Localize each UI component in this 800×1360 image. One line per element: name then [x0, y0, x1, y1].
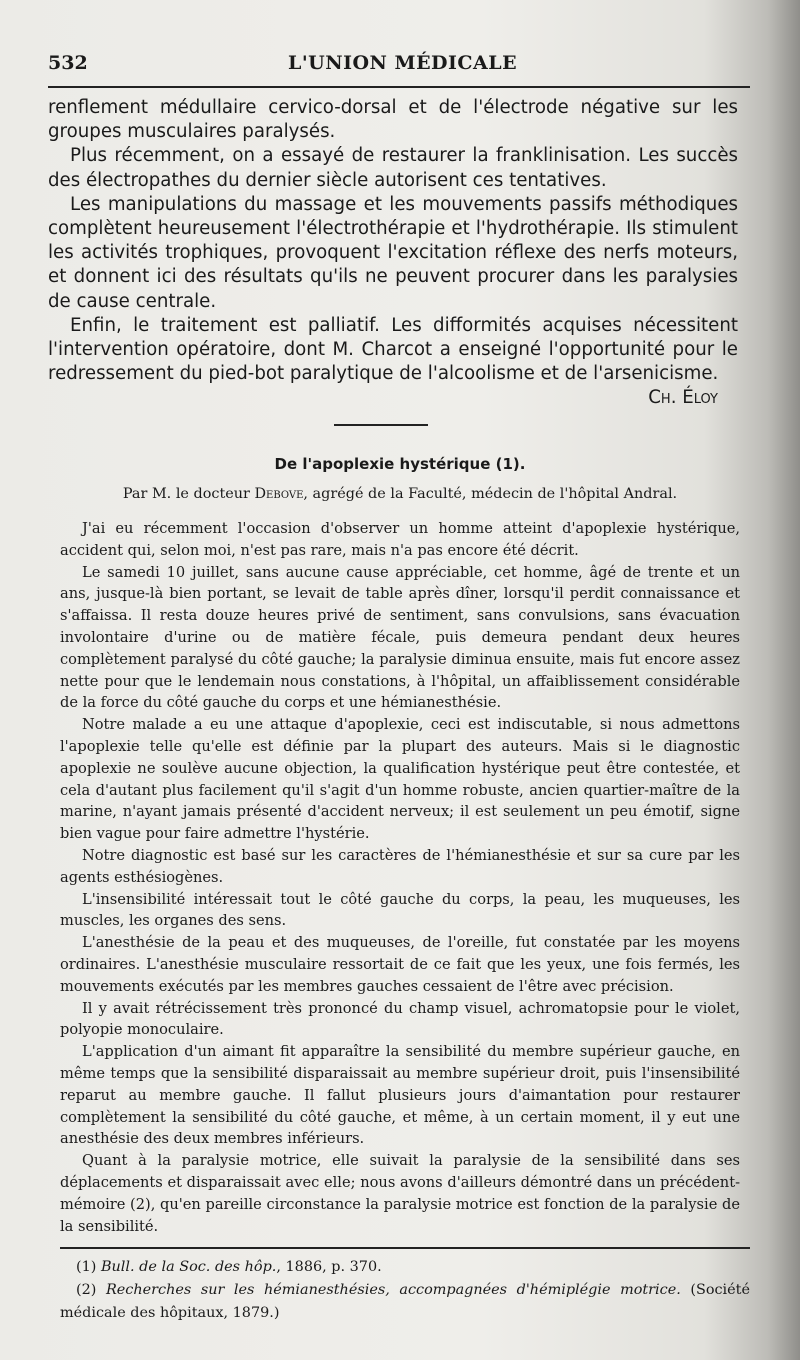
- footnote-2: (2) Recherches sur les hémianesthésies, accompagnées d'hémiplégie motrice. (Société médicale des hôpitaux, 1879.): [60, 1282, 750, 1321]
- paragraph: J'ai eu récemment l'occasion d'observer un homme atteint d'apoplexie hystérique, accident qui, selon moi, n'est pas rare, mais n'a pas encore été décrit.: [60, 520, 740, 559]
- paragraph: L'application d'un aimant fit apparaître la sensibilité du membre supérieur gauche, en même temps que la sensibilité disparaissait au membre supérieur droit, puis l'insensibilité reparut au membre gauche. Il fallut plusieurs jours d'aimantation pour restaurer complètement la sensibilité du côté gauche, et même, à un certain moment, il y eut une anesthésie des deux membres inférieurs.: [60, 1043, 740, 1148]
- paragraph: Quant à la paralysie motrice, elle suivait la paralysie de la sensibilité dans ses déplacements et disparaissait avec elle; nous avons d'ailleurs démontré dans un précédent-mémoire (2), qu'en pareille circonstance la paralysie motrice est fonction de la paralysie de la sensibilité.: [60, 1152, 740, 1235]
- paragraph: Le samedi 10 juillet, sans aucune cause appréciable, cet homme, âgé de trente et un ans, jusque-là bien portant, se levait de table après dîner, lorsqu'il perdit connaissance et s'affaissa. Il resta douze heures privé de sentiment, sans convulsions, sans évacuation involontaire d'urine ou de matière fécale, puis demeura pendant deux heures complètement paralysé du côté gauche; la paralysie diminua ensuite, mais fut encore assez nette pour que le lendemain nous constations, à l'hôpital, un affaiblissement considérable de la force du côté gauche du corps et une hémianesthésie.: [60, 563, 740, 712]
- article-body: [60, 518, 740, 1237]
- article-title: De l'apoplexie hystérique (1).: [274, 455, 526, 473]
- article-byline: Par M. le docteur Debove, agrégé de la Faculté, médecin de l'hôpital Andral.: [122, 486, 678, 502]
- author-name: Debove: [254, 486, 304, 502]
- paragraph: Il y avait rétrécissement très prononcé du champ visuel, achromatopsie pour le violet, polyopie monoculaire.: [60, 999, 740, 1039]
- header-rule: [48, 86, 750, 88]
- running-header: [48, 52, 748, 80]
- footnote-rule: [60, 1247, 750, 1249]
- page-number: 532: [48, 52, 88, 74]
- author-signature: Ch. Éloy: [648, 387, 718, 409]
- paragraph: Notre diagnostic est basé sur les caractères de l'hémianesthésie et sur sa cure par les agents esthésiogènes.: [60, 846, 740, 886]
- paragraph: renflement médullaire cervico-dorsal et de l'électrode négative sur les groupes musculaires paralysés.: [48, 97, 738, 143]
- first-article-body: [48, 96, 738, 411]
- paragraph: L'anesthésie de la peau et des muqueuses, de l'oreille, fut constatée par les moyens ordinaires. L'anesthésie musculaire ressortait de ce fait que les yeux, une fois fermés, les mouvements exécutés par les membres gauches cessaient de l'être avec précision.: [60, 934, 740, 995]
- section-divider: [334, 424, 428, 426]
- paragraph: Notre malade a eu une attaque d'apoplexie, ceci est indiscutable, si nous admettons l'apoplexie telle qu'elle est définie par la plupart des auteurs. Mais si le diagnostic apoplexie ne soulève aucune objection, la qualification hystérique peut être contestée, et cela d'autant plus facilement qu'il s'agit d'un homme robuste, ancien quartier-maître de la marine, n'ayant jamais présenté d'accident nerveux; il est seulement un peu émotif, signe bien vague pour faire admettre l'hystérie.: [60, 716, 740, 843]
- paragraph: Enfin, le traitement est palliatif. Les difformités acquises nécessitent l'intervention opératoire, dont M. Charcot a enseigné l'opportunité pour le redressement du pied-bot paralytique de l'alcoolisme et de l'arsenicisme.: [48, 314, 738, 385]
- paragraph: Les manipulations du massage et les mouvements passifs méthodiques complètent heureusement l'électrothérapie et l'hydrothérapie. Ils stimulent les activités trophiques, provoquent l'excitation réflexe des nerfs moteurs, et donnent ici des résultats qu'ils ne peuvent procurer dans les paralysies de cause centrale.: [48, 193, 738, 312]
- paragraph: L'insensibilité intéressait tout le côté gauche du corps, la peau, les muqueuses, les muscles, les organes des sens.: [60, 890, 740, 930]
- journal-title: L'UNION MÉDICALE: [288, 52, 518, 74]
- footnote-1: (1) Bull. de la Soc. des hôp., 1886, p. 370.: [76, 1259, 382, 1275]
- paragraph: Plus récemment, on a essayé de restaurer la franklinisation. Les succès des électropathes du dernier siècle autorisent ces tentatives.: [48, 145, 738, 191]
- footnotes: [60, 1256, 750, 1325]
